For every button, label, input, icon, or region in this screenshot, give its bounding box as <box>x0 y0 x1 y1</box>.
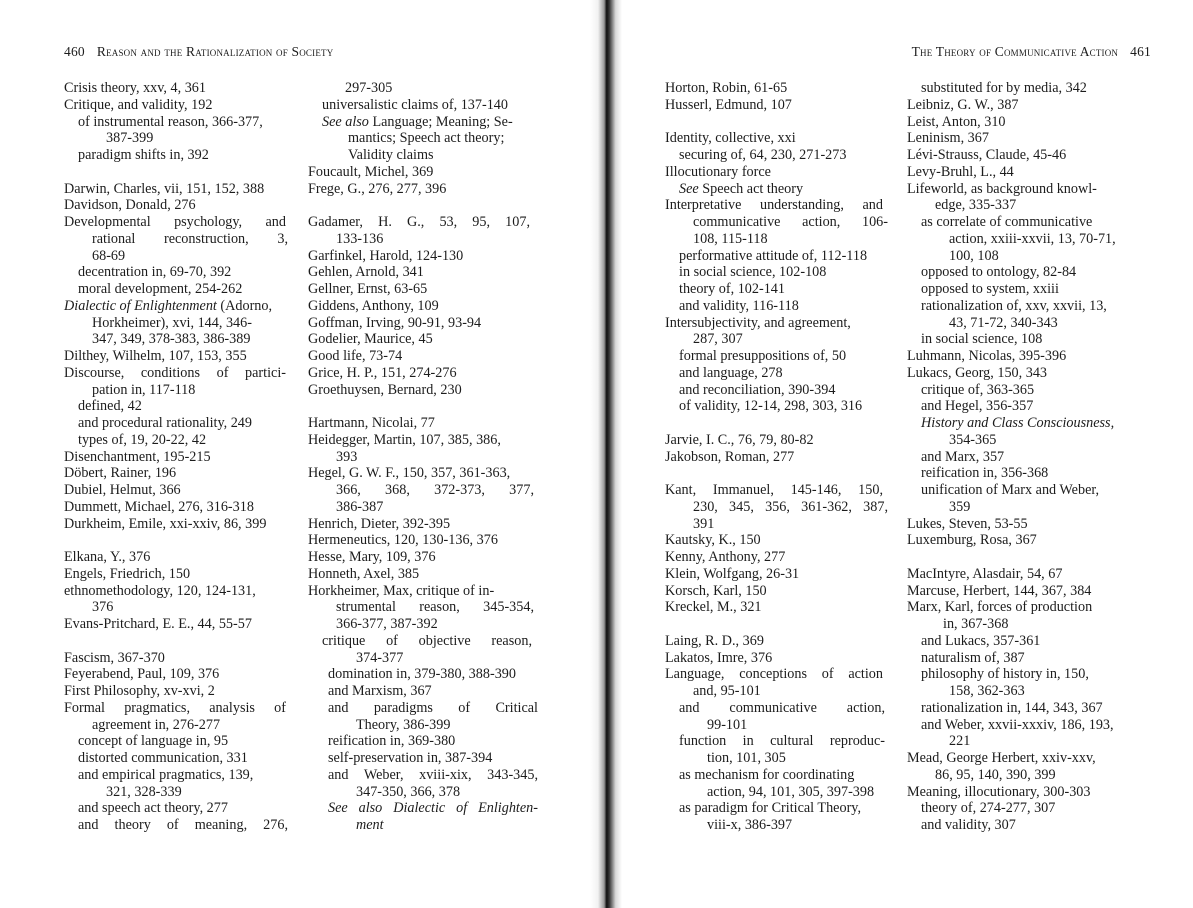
index-subentry: and empirical pragmatics, 139, <box>78 766 254 783</box>
index-subentry: securing of, 64, 230, 271-273 <box>679 147 847 163</box>
index-entry: Disenchantment, 195-215 <box>64 448 211 465</box>
index-column-left-2 <box>308 80 548 834</box>
index-subentry: and Hegel, 356-357 <box>921 398 1034 415</box>
index-entry: Jakobson, Roman, 277 <box>665 448 795 465</box>
index-continuation: 347-350, 366, 378 <box>356 783 461 800</box>
index-entry: Garfinkel, Harold, 124-130 <box>308 247 464 264</box>
index-continuation: 347, 349, 378-383, 386-389 <box>92 331 251 348</box>
index-entry: Evans-Pritchard, E. E., 44, 55-57 <box>64 616 252 632</box>
index-subentry: self-preservation in, 387-394 <box>328 750 493 766</box>
letter-group-gap <box>64 532 304 549</box>
index-continuation: 68-69 <box>92 247 126 264</box>
index-entry: Dialectic of Enlightenment (Adorno, <box>64 297 273 314</box>
letter-group-gap <box>64 633 304 650</box>
index-continuation: in, 367-368 <box>943 616 1009 632</box>
index-subentry: and paradigms of Critical <box>328 699 538 716</box>
index-subentry: in social science, 108 <box>921 331 1043 348</box>
index-continuation: 391 <box>693 515 715 532</box>
index-continuation: Horkheimer), xvi, 144, 346- <box>92 314 252 331</box>
index-entry: Kenny, Anthony, 277 <box>665 549 786 565</box>
index-entry: Honneth, Axel, 385 <box>308 565 420 582</box>
index-subentry: substituted for by media, 342 <box>921 80 1087 96</box>
index-continuation: 86, 95, 140, 390, 399 <box>935 766 1056 783</box>
index-entry: Identity, collective, xxi <box>665 130 796 147</box>
index-entry: Leibniz, G. W., 387 <box>907 96 1019 113</box>
index-subentry: theory of, 102-141 <box>679 281 785 297</box>
index-entry: Jarvie, I. C., 76, 79, 80-82 <box>665 431 814 448</box>
index-subentry: and Marx, 357 <box>921 448 1005 465</box>
index-entry: Darwin, Charles, vii, 151, 152, 388 <box>64 180 265 197</box>
index-entry: Hegel, G. W. F., 150, 357, 361-363, <box>308 465 511 482</box>
index-subentry: performative attitude of, 112-118 <box>679 247 868 264</box>
index-entry: Heidegger, Martin, 107, 385, 386, <box>308 431 501 448</box>
index-subentry: philosophy of history in, 150, <box>921 666 1089 683</box>
index-continuation: 376 <box>92 599 114 616</box>
index-entry: Engels, Friedrich, 150 <box>64 565 191 582</box>
index-entry: Gadamer, H. G., 53, 95, 107, <box>308 214 530 230</box>
index-entry: Husserl, Edmund, 107 <box>665 96 792 113</box>
index-subentry: and validity, 116-118 <box>679 297 799 314</box>
index-entry: Döbert, Rainer, 196 <box>64 465 177 482</box>
index-subentry: unification of Marx and Weber, <box>921 482 1100 498</box>
index-continuation: 221 <box>949 733 971 750</box>
index-entry: Marcuse, Herbert, 144, 367, 384 <box>907 582 1092 599</box>
index-entry: Leninism, 367 <box>907 130 989 147</box>
index-subentry: as paradigm for Critical Theory, <box>679 800 862 817</box>
index-subentry: reification in, 356-368 <box>921 465 1049 482</box>
index-entry: Kautsky, K., 150 <box>665 532 761 549</box>
index-subentry: critique of, 363-365 <box>921 381 1035 398</box>
index-column-left-1 <box>64 80 304 834</box>
index-entry: Gehlen, Arnold, 341 <box>308 264 424 281</box>
index-subentry: critique of objective reason, <box>322 632 532 649</box>
index-entry: Lukacs, Georg, 150, 343 <box>907 364 1048 381</box>
index-entry: Crisis theory, xxv, 4, 361 <box>64 80 206 96</box>
index-entry: Elkana, Y., 376 <box>64 549 151 565</box>
index-entry: Language, conceptions of action <box>665 666 883 683</box>
index-entry: Kant, Immanuel, 145-146, 150, <box>665 482 883 498</box>
index-subentry: See also Language; Meaning; Se- <box>322 113 513 130</box>
index-entry: Giddens, Anthony, 109 <box>308 297 439 314</box>
index-entry: Korsch, Karl, 150 <box>665 582 767 599</box>
index-subentry: decentration in, 69-70, 392 <box>78 264 232 281</box>
index-subentry: and language, 278 <box>679 364 783 381</box>
index-entry: Gellner, Ernst, 63-65 <box>308 281 428 297</box>
index-subentry: and procedural rationality, 249 <box>78 415 252 431</box>
index-continuation: action, xxiii-xxvii, 13, 70-71, <box>949 230 1116 247</box>
index-subentry: rationalization in, 144, 343, 367 <box>921 699 1103 716</box>
letter-group-gap <box>665 114 901 131</box>
index-continuation: Theory, 386-399 <box>356 716 451 733</box>
index-subentry: See also Dialectic of Enlighten- <box>328 800 538 817</box>
index-continuation: 158, 362-363 <box>949 683 1025 699</box>
index-continuation: mantics; Speech act theory; <box>348 130 505 147</box>
index-subentry: and validity, 307 <box>921 817 1016 833</box>
index-entry: Horton, Robin, 61-65 <box>665 80 788 96</box>
index-entry: Goffman, Irving, 90-91, 93-94 <box>308 314 482 331</box>
index-continuation: 393 <box>336 448 358 465</box>
left-running-header <box>64 44 333 60</box>
index-subentry: opposed to system, xxiii <box>921 281 1059 297</box>
index-continuation: 287, 307 <box>693 331 743 348</box>
index-continuation: 230, 345, 356, 361-362, 387, <box>693 498 888 515</box>
index-subentry: opposed to ontology, 82-84 <box>921 264 1077 281</box>
index-entry: Meaning, illocutionary, 300-303 <box>907 783 1091 800</box>
index-continuation: 100, 108 <box>949 247 999 264</box>
book-gutter <box>590 0 622 908</box>
index-entry: Leist, Anton, 310 <box>907 113 1006 130</box>
index-entry: Feyerabend, Paul, 109, 376 <box>64 666 220 683</box>
letter-group-gap <box>907 549 1137 566</box>
index-subentry: of instrumental reason, 366-377, <box>78 113 263 130</box>
index-entry: First Philosophy, xv-xvi, 2 <box>64 683 215 699</box>
index-entry: Davidson, Donald, 276 <box>64 197 196 214</box>
index-entry: Lakatos, Imre, 376 <box>665 649 773 666</box>
index-continuation: edge, 335-337 <box>935 197 1017 214</box>
index-entry: Klein, Wolfgang, 26-31 <box>665 565 800 582</box>
letter-group-gap <box>665 465 901 482</box>
index-subentry: and communicative action, <box>679 699 885 716</box>
index-entry: MacIntyre, Alasdair, 54, 67 <box>907 565 1063 582</box>
index-subentry: moral development, 254-262 <box>78 281 243 297</box>
index-entry: Grice, H. P., 151, 274-276 <box>308 364 457 381</box>
index-subentry: universalistic claims of, 137-140 <box>322 96 508 113</box>
index-entry: Critique, and validity, 192 <box>64 96 213 113</box>
index-continuation: 321, 328-339 <box>106 783 182 800</box>
index-continuation: 354-365 <box>949 431 997 448</box>
index-entry: Dummett, Michael, 276, 316-318 <box>64 498 254 515</box>
index-entry: Luhmann, Nicolas, 395-396 <box>907 348 1067 364</box>
index-continuation: 366-377, 387-392 <box>336 616 438 632</box>
index-continuation: Validity claims <box>348 147 434 163</box>
left-header-title: Reason and the Rationalization of Society <box>96 44 334 59</box>
index-subentry: distorted communication, 331 <box>78 750 248 766</box>
index-subentry: and speech act theory, 277 <box>78 800 228 817</box>
index-entry: ethnomethodology, 120, 124-131, <box>64 582 256 599</box>
index-entry: Dubiel, Helmut, 366 <box>64 482 181 498</box>
index-continuation: tion, 101, 305 <box>707 750 786 766</box>
index-subentry: and reconciliation, 390-394 <box>679 381 836 398</box>
index-entry: Groethuysen, Bernard, 230 <box>308 381 462 398</box>
index-entry: Levy-Bruhl, L., 44 <box>907 163 1014 180</box>
index-continuation: agreement in, 276-277 <box>92 716 221 733</box>
left-page <box>0 0 590 908</box>
right-header-title: The Theory of Communicative Action <box>911 44 1119 59</box>
index-continuation: and, 95-101 <box>693 683 761 699</box>
index-subentry: and Marxism, 367 <box>328 683 432 699</box>
index-entry: Marx, Karl, forces of production <box>907 599 1093 616</box>
index-subentry: and Weber, xxvii-xxxiv, 186, 193, <box>921 716 1114 733</box>
index-entry: Fascism, 367-370 <box>64 649 165 666</box>
index-column-right-1 <box>665 80 901 834</box>
index-subentry: as mechanism for coordinating <box>679 766 855 783</box>
index-entry: Frege, G., 276, 277, 396 <box>308 180 447 197</box>
index-entry: Intersubjectivity, and agreement, <box>665 314 851 331</box>
index-subentry: theory of, 274-277, 307 <box>921 800 1056 817</box>
index-continuation: ment <box>356 817 384 833</box>
index-subentry: paradigm shifts in, 392 <box>78 147 209 163</box>
index-subentry: formal presuppositions of, 50 <box>679 348 847 364</box>
index-continuation: communicative action, 106- <box>693 214 888 230</box>
index-continuation: rational reconstruction, 3, <box>92 230 288 247</box>
index-subentry: defined, 42 <box>78 398 142 415</box>
index-continuation: 374-377 <box>356 649 404 666</box>
index-subentry: and theory of meaning, 276, <box>78 817 288 833</box>
index-subentry: See Speech act theory <box>679 180 804 197</box>
index-subentry: domination in, 379-380, 388-390 <box>328 666 516 683</box>
index-continuation: 108, 115-118 <box>693 230 768 247</box>
left-page-number: 460 <box>64 44 85 59</box>
index-entry: Lukes, Steven, 53-55 <box>907 515 1028 532</box>
index-continuation: 133-136 <box>336 230 384 247</box>
index-subentry: rationalization of, xxv, xxvii, 13, <box>921 297 1107 314</box>
index-continuation: 386-387 <box>336 498 384 515</box>
index-subentry: types of, 19, 20-22, 42 <box>78 431 207 448</box>
index-entry: Durkheim, Emile, xxi-xxiv, 86, 399 <box>64 515 267 532</box>
index-subentry: in social science, 102-108 <box>679 264 827 281</box>
right-page-number: 461 <box>1130 44 1151 59</box>
index-entry: Lévi-Strauss, Claude, 45-46 <box>907 147 1067 163</box>
index-subentry: and Lukacs, 357-361 <box>921 632 1041 649</box>
index-continuation: 387-399 <box>106 130 154 147</box>
index-subentry: reification in, 369-380 <box>328 733 456 750</box>
index-entry: Hermeneutics, 120, 130-136, 376 <box>308 532 498 549</box>
index-subentry: of validity, 12-14, 298, 303, 316 <box>679 398 863 415</box>
letter-group-gap <box>308 197 548 214</box>
index-entry: Discourse, conditions of partici- <box>64 364 286 381</box>
index-entry: Developmental psychology, and <box>64 214 286 230</box>
index-continuation: viii-x, 386-397 <box>707 817 793 833</box>
index-entry: Godelier, Maurice, 45 <box>308 331 433 348</box>
index-continuation: action, 94, 101, 305, 397-398 <box>707 783 875 800</box>
index-entry: Dilthey, Wilhelm, 107, 153, 355 <box>64 348 247 364</box>
index-subentry: concept of language in, 95 <box>78 733 229 750</box>
index-entry: Illocutionary force <box>665 163 771 180</box>
index-subentry: naturalism of, 387 <box>921 649 1025 666</box>
letter-group-gap <box>308 398 548 415</box>
index-entry: Laing, R. D., 369 <box>665 632 764 649</box>
index-entry: Interpretative understanding, and <box>665 197 883 214</box>
index-entry: Luxemburg, Rosa, 367 <box>907 532 1037 549</box>
index-subentry: History and Class Consciousness, <box>921 415 1115 431</box>
index-entry: Hesse, Mary, 109, 376 <box>308 549 436 565</box>
index-continuation: 359 <box>949 498 971 515</box>
index-entry: Good life, 73-74 <box>308 348 403 364</box>
index-continuation: 99-101 <box>707 716 748 733</box>
index-subentry: function in cultural reproduc- <box>679 733 885 750</box>
index-subentry: and Weber, xviii-xix, 343-345, <box>328 766 538 783</box>
right-running-header <box>912 44 1151 60</box>
index-entry: Formal pragmatics, analysis of <box>64 699 286 716</box>
index-entry: Kreckel, M., 321 <box>665 599 762 616</box>
letter-group-gap <box>665 415 901 432</box>
index-continuation: 366, 368, 372-373, 377, <box>336 482 534 498</box>
index-continuation: 43, 71-72, 340-343 <box>949 314 1058 331</box>
index-entry: Horkheimer, Max, critique of in- <box>308 582 495 599</box>
index-column-right-2 <box>907 80 1137 834</box>
letter-group-gap <box>665 616 901 633</box>
right-page <box>622 0 1193 908</box>
index-entry: Foucault, Michel, 369 <box>308 163 434 180</box>
index-entry: Hartmann, Nicolai, 77 <box>308 415 435 431</box>
index-continuation: 297-305 <box>345 80 393 96</box>
index-entry: Lifeworld, as background knowl- <box>907 180 1097 197</box>
index-continuation: strumental reason, 345-354, <box>336 599 534 616</box>
index-subentry: as correlate of communicative <box>921 214 1093 230</box>
index-continuation: pation in, 117-118 <box>92 381 196 398</box>
index-entry: Henrich, Dieter, 392-395 <box>308 515 451 532</box>
index-entry: Mead, George Herbert, xxiv-xxv, <box>907 750 1096 766</box>
letter-group-gap <box>64 164 304 181</box>
